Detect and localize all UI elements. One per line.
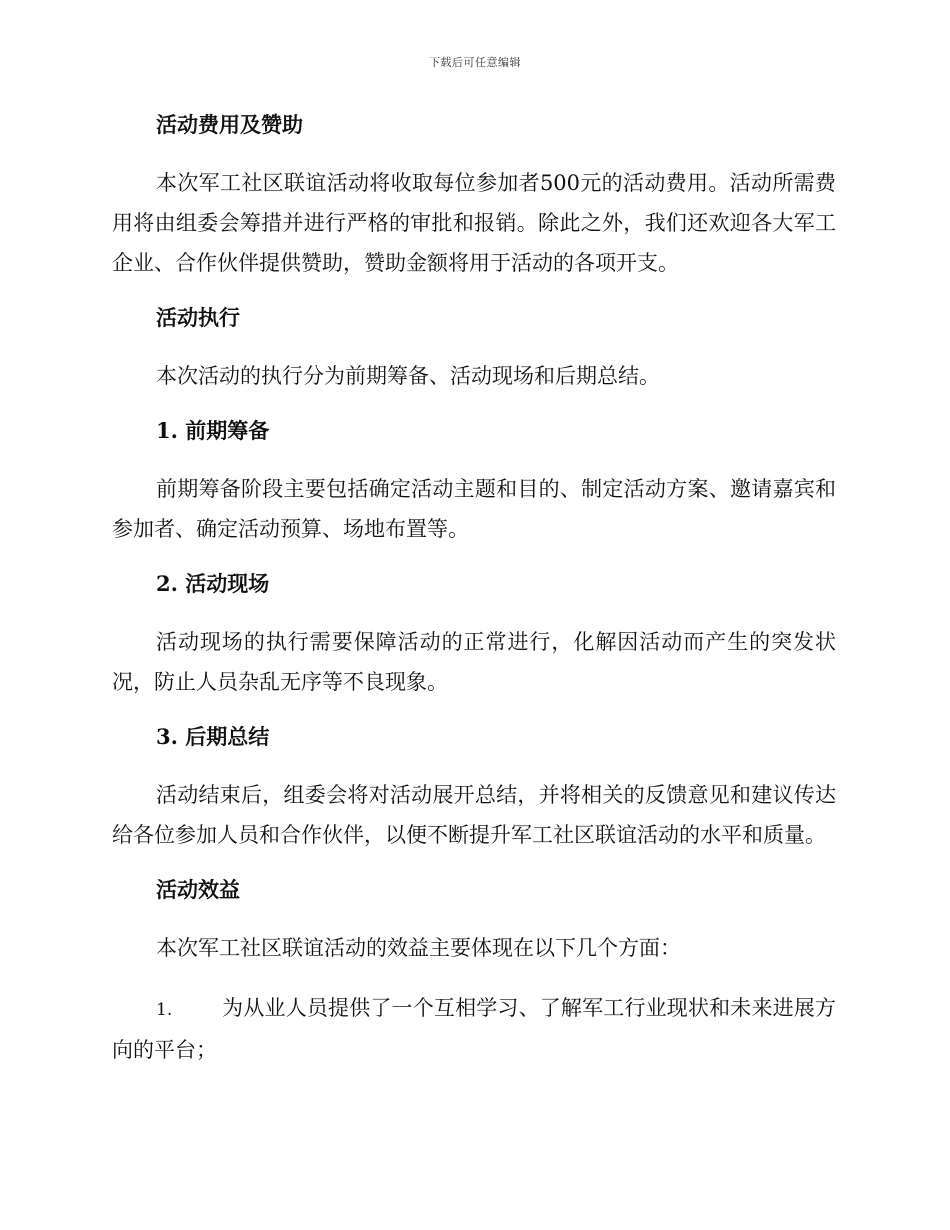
section-paragraph-execution: 本次活动的执行分为前期筹备、活动现场和后期总结。 — [156, 364, 660, 388]
section-heading-funding: 活动费用及赞助 — [156, 112, 303, 137]
section-heading-preparation: 1. 前期筹备 — [156, 418, 270, 443]
list-item — [112, 988, 836, 1070]
document-body — [112, 110, 836, 1070]
list-item-number: 1. — [156, 1000, 173, 1020]
section-heading-summary: 3. 后期总结 — [156, 724, 270, 749]
section-heading-benefits: 活动效益 — [156, 877, 240, 902]
section-paragraph-preparation: 前期筹备阶段主要包括确定活动主题和目的、制定活动方案、邀请嘉宾和参加者、确定活动预算、场地布置等。 — [112, 477, 836, 541]
section-paragraph-benefits: 本次军工社区联谊活动的效益主要体现在以下几个方面： — [156, 936, 681, 960]
section-paragraph-funding: 本次军工社区联谊活动将收取每位参加者500元的活动费用。活动所需费用将由组委会筹措并进行严格的审批和报销。除此之外，我们还欢迎各大军工企业、合作伙伴提供赞助，赞助金额将用于活动的各项开支。 — [112, 171, 836, 275]
page-header-note: 下载后可任意编辑 — [429, 56, 521, 69]
section-heading-onsite: 2. 活动现场 — [156, 571, 270, 596]
section-paragraph-onsite: 活动现场的执行需要保障活动的正常进行，化解因活动而产生的突发状况，防止人员杂乱无序等不良现象。 — [112, 630, 836, 694]
section-paragraph-summary: 活动结束后，组委会将对活动展开总结，并将相关的反馈意见和建议传达给各位参加人员和合作伙伴，以便不断提升军工社区联谊活动的水平和质量。 — [112, 783, 836, 847]
list-item-text: 为从业人员提供了一个互相学习、了解军工行业现状和未来进展方向的平台； — [112, 996, 836, 1062]
section-heading-execution: 活动执行 — [156, 305, 240, 330]
